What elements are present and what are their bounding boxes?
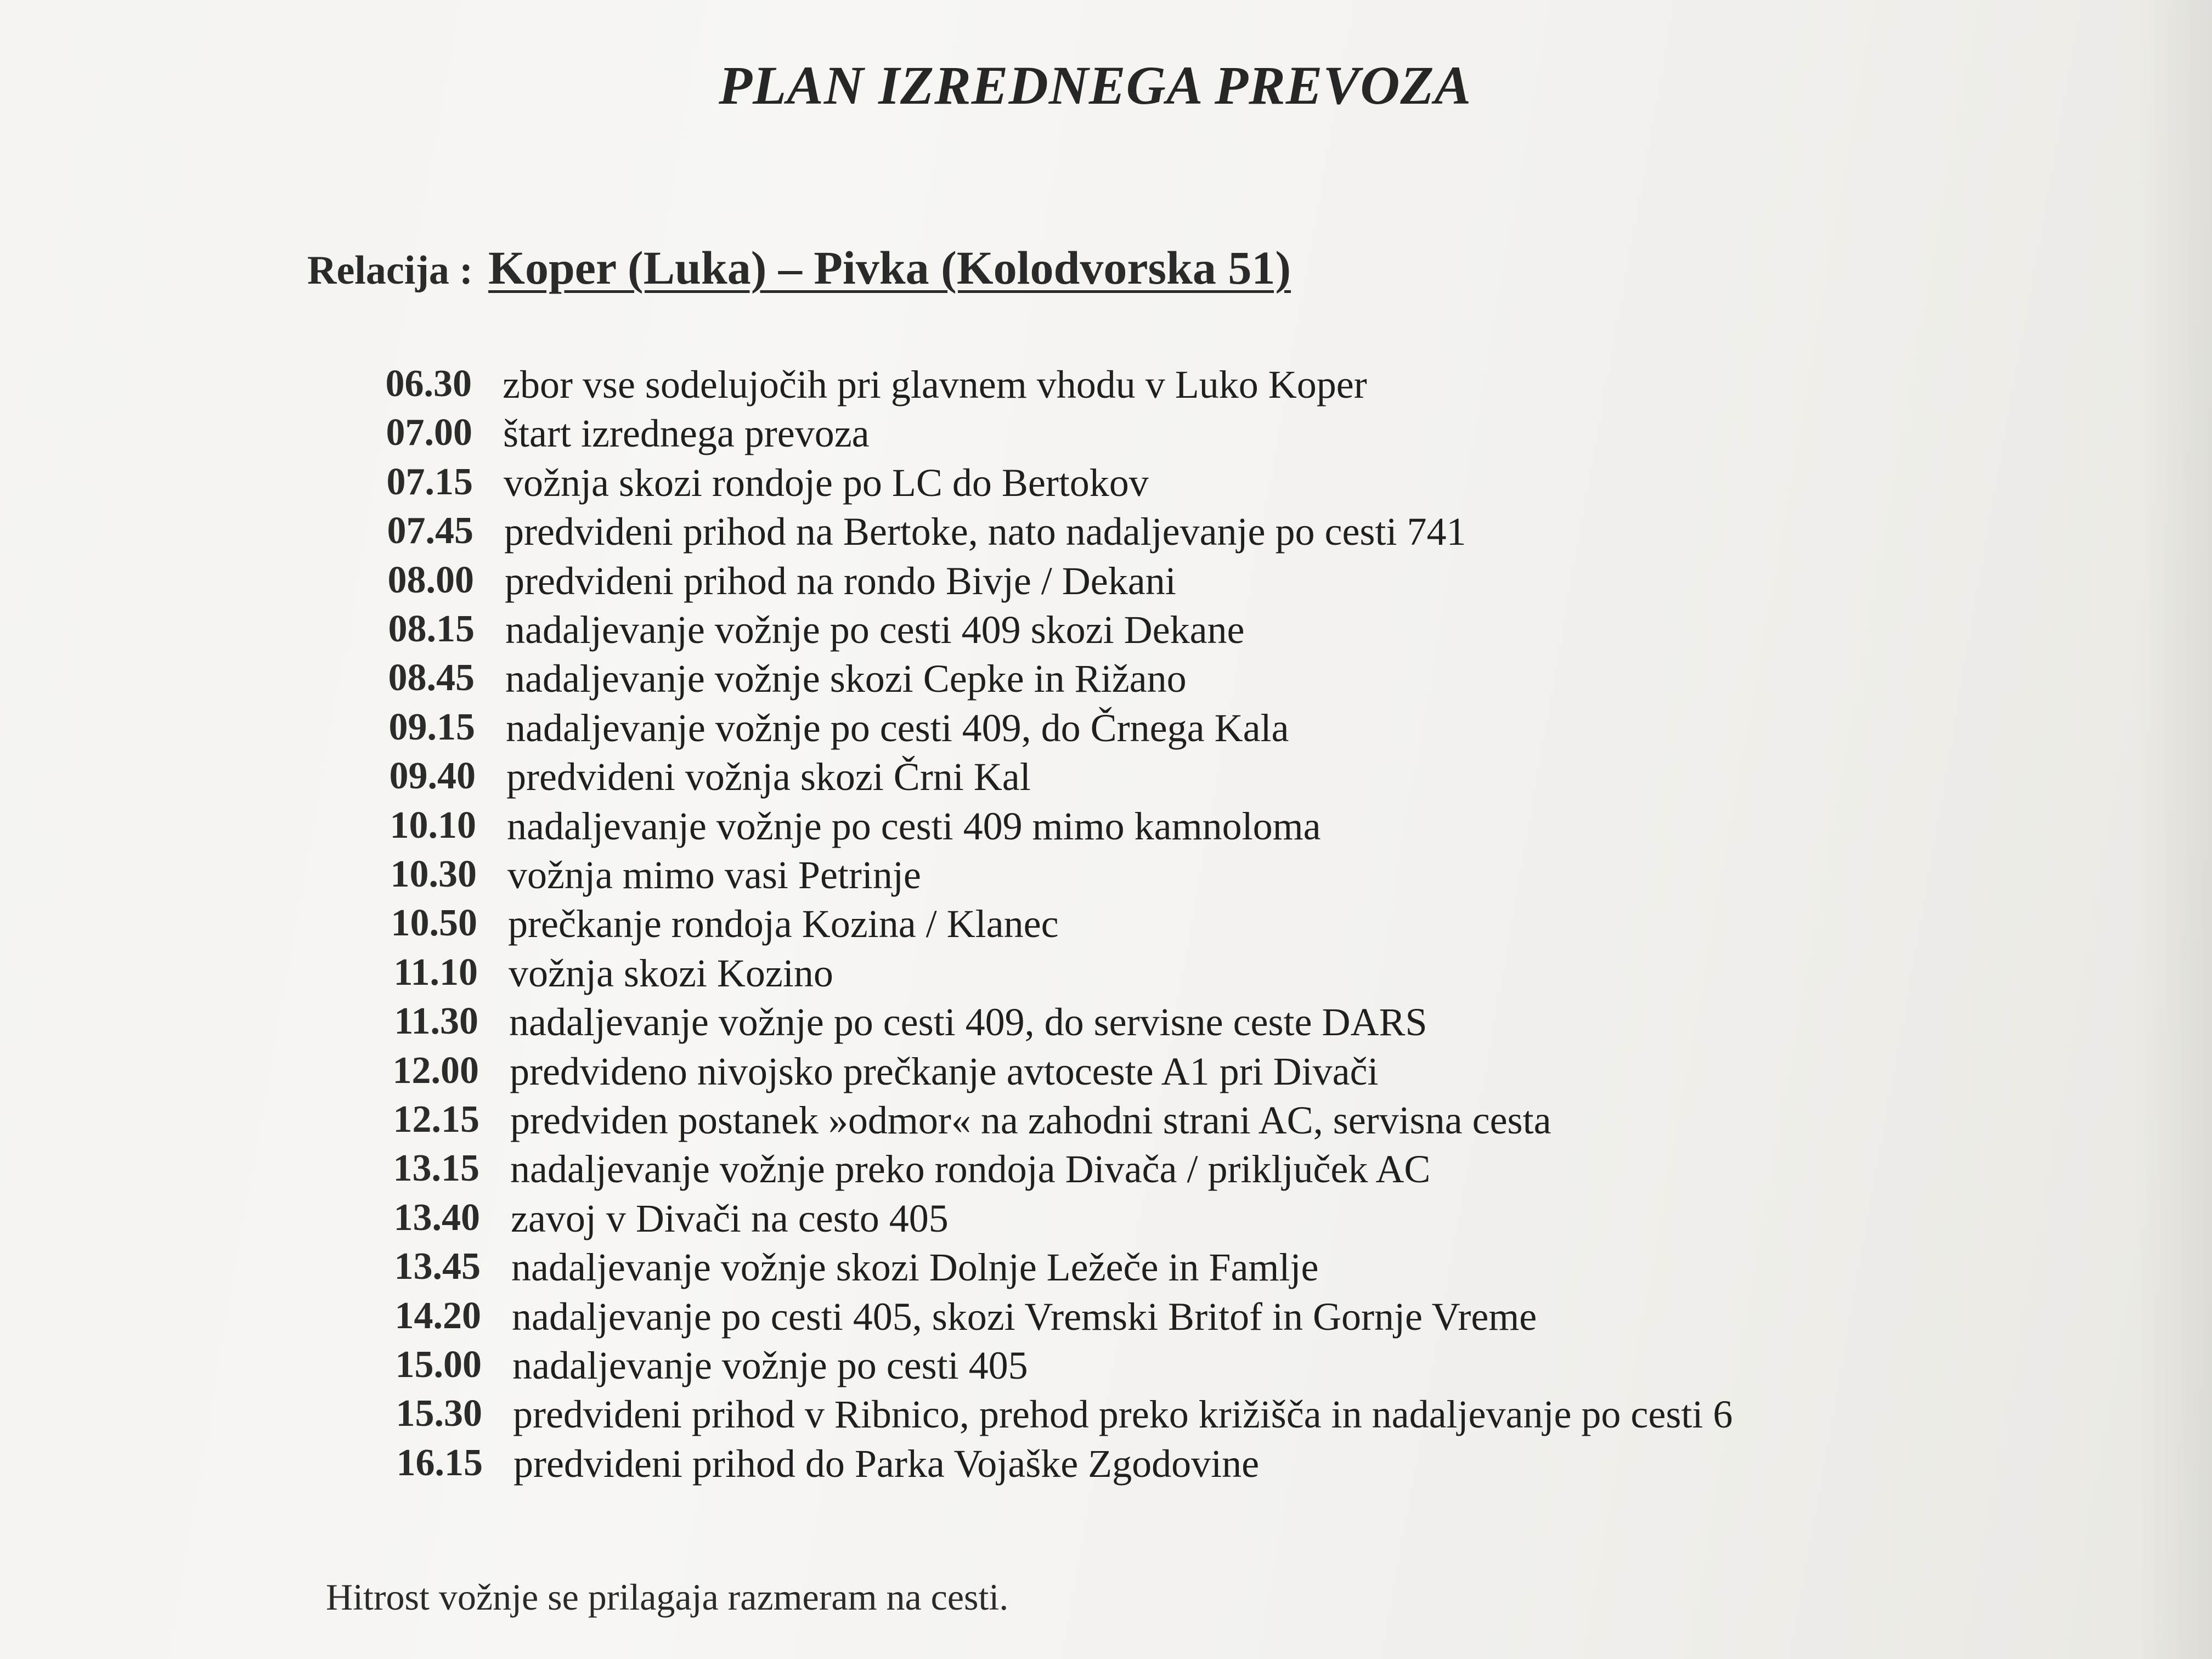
schedule-time: 10.30 [390,853,477,895]
schedule-description: predvideni prihod na rondo Bivje / Dekani [505,559,1176,603]
schedule-description: štart izrednega prevoza [503,411,870,455]
schedule-time: 13.15 [393,1147,479,1189]
footnote: Hitrost vožnje se prilagaja razmeram na cesti. [326,1576,1009,1618]
schedule-time: 07.00 [386,411,472,454]
schedule-description: zbor vse sodelujočih pri glavnem vhodu v Luko Koper [503,363,1367,407]
schedule-time: 08.45 [388,657,475,699]
schedule-time: 13.45 [394,1245,481,1288]
schedule-time: 08.15 [388,608,475,650]
document-title: PLAN IZREDNEGA PREVOZA [719,55,1472,116]
schedule-time: 12.00 [392,1049,479,1092]
relation-route: Koper (Luka) – Pivka (Kolodvorska 51) [488,241,1291,294]
schedule-description: nadaljevanje vožnje po cesti 409 skozi Dekane [505,608,1245,652]
relation-label: Relacija : [307,248,473,293]
schedule-description: predvideni prihod na Bertoke, nato nadaljevanje po cesti 741 [504,510,1466,554]
schedule-time: 07.45 [387,510,473,552]
schedule-time: 11.30 [394,1000,478,1042]
schedule-description: zavoj v Divači na cesto 405 [511,1197,949,1240]
schedule-time: 11.10 [393,951,478,994]
schedule-description: predvideni prihod v Ribnico, prehod preko križišča in nadaljevanje po cesti 6 [513,1392,1733,1436]
schedule-description: vožnja skozi rondoje po LC do Bertokov [504,461,1149,505]
schedule-time: 13.40 [393,1197,480,1239]
schedule-time: 12.15 [393,1098,479,1141]
schedule-time: 15.30 [396,1392,482,1435]
schedule-time: 08.00 [387,559,474,601]
schedule-time: 14.20 [394,1295,481,1337]
schedule-description: predvideni prihod do Parka Vojaške Zgodovine [514,1442,1260,1486]
schedule-time: 09.15 [388,706,475,748]
schedule-time: 06.30 [385,363,472,405]
schedule-description: nadaljevanje vožnje skozi Cepke in Rižano [505,657,1187,701]
schedule-time: 16.15 [396,1442,483,1484]
schedule-description: nadaljevanje vožnje po cesti 409, do Črnega Kala [506,706,1289,750]
schedule-description: vožnja skozi Kozino [509,951,833,995]
schedule-time: 09.40 [389,755,476,797]
schedule-description: nadaljevanje po cesti 405, skozi Vremski Britof in Gornje Vreme [512,1295,1537,1339]
schedule-description: prečkanje rondoja Kozina / Klanec [508,902,1059,946]
schedule-description: vožnja mimo vasi Petrinje [507,853,921,897]
schedule-description: predvideno nivojsko prečkanje avtoceste A1 pri Divači [510,1049,1379,1093]
schedule-description: nadaljevanje vožnje preko rondoja Divača / priključek AC [510,1147,1431,1191]
schedule-description: predviden postanek »odmor« na zahodni strani AC, servisna cesta [510,1098,1551,1142]
schedule-time: 07.15 [386,461,473,503]
schedule-time: 10.50 [391,902,477,944]
schedule-description: predvideni vožnja skozi Črni Kal [506,755,1031,799]
schedule-description: nadaljevanje vožnje po cesti 405 [512,1344,1028,1387]
schedule-time: 10.10 [390,804,476,847]
schedule-description: nadaljevanje vožnje po cesti 409, do servisne ceste DARS [509,1000,1427,1044]
schedule-time: 15.00 [395,1344,482,1386]
schedule-description: nadaljevanje vožnje po cesti 409 mimo kamnoloma [507,804,1321,848]
schedule-description: nadaljevanje vožnje skozi Dolnje Ležeče in Famlje [511,1245,1319,1289]
